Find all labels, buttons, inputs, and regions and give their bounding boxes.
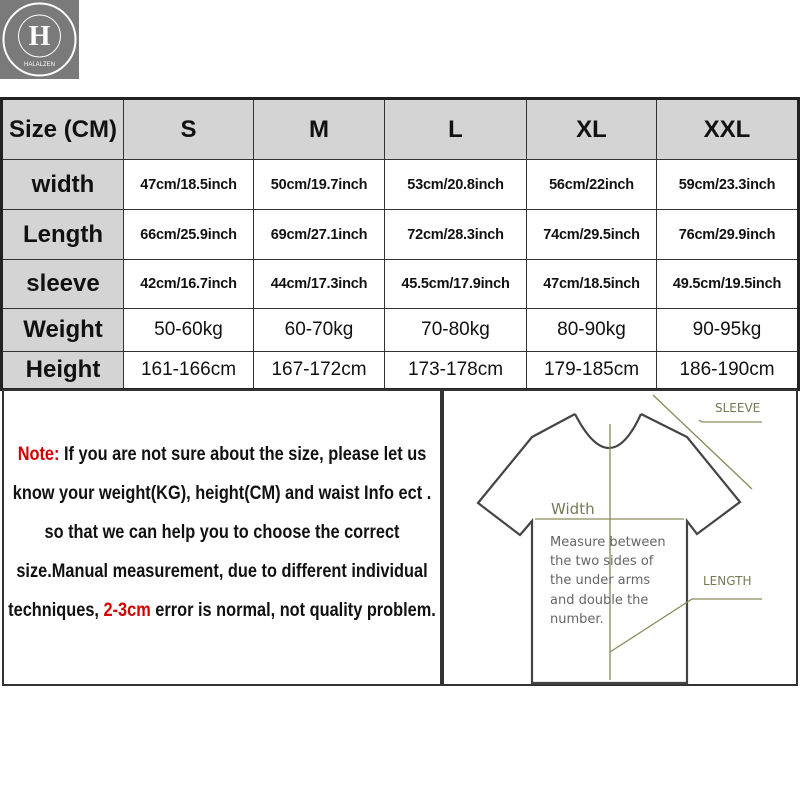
table-cell: 50-60kg	[124, 309, 254, 352]
table-cell: 167-172cm	[254, 352, 385, 390]
note-text: know your weight(KG), height(CM) and waist Info ect .	[12, 483, 432, 504]
row-label: width	[2, 160, 124, 210]
measurement-diagram	[442, 389, 798, 686]
table-cell: 59cm/23.3inch	[657, 160, 799, 210]
size-chart-table	[0, 97, 800, 391]
table-cell: 161-166cm	[124, 352, 254, 390]
table-cell: 66cm/25.9inch	[124, 210, 254, 260]
table-cell: 42cm/16.7inch	[124, 260, 254, 309]
table-cell: 70-80kg	[385, 309, 527, 352]
length-label: LENGTH	[703, 574, 752, 588]
measure-instructions	[550, 535, 666, 627]
table-cell: 44cm/17.3inch	[254, 260, 385, 309]
svg-text:HALALZEN: HALALZEN	[23, 62, 56, 68]
row-label: Weight	[2, 309, 124, 352]
table-cell: 49.5cm/19.5inch	[657, 260, 799, 309]
table-cell: 80-90kg	[527, 309, 657, 352]
svg-text:the two sides of: the two sides of	[550, 554, 654, 569]
table-cell: 74cm/29.5inch	[527, 210, 657, 260]
table-cell: 47cm/18.5inch	[124, 160, 254, 210]
note-text: techniques,	[8, 600, 104, 621]
table-cell: 90-95kg	[657, 309, 799, 352]
table-cell: 72cm/28.3inch	[385, 210, 527, 260]
table-cell: 173-178cm	[385, 352, 527, 390]
svg-text:H: H	[28, 21, 51, 52]
tshirt-diagram	[444, 391, 800, 688]
header-cell: XL	[527, 99, 657, 160]
table-cell: 186-190cm	[657, 352, 799, 390]
header-cell: Size (CM)	[2, 99, 124, 160]
table-cell: 56cm/22inch	[527, 160, 657, 210]
header-cell: M	[254, 99, 385, 160]
note-text: If you are not sure about the size, please let us	[59, 444, 427, 465]
table-cell: 50cm/19.7inch	[254, 160, 385, 210]
table-cell: 69cm/27.1inch	[254, 210, 385, 260]
table-row	[2, 210, 799, 260]
brand-logo	[0, 0, 79, 79]
table-row	[2, 160, 799, 210]
row-label: sleeve	[2, 260, 124, 309]
width-label: Width	[551, 500, 595, 518]
header-cell: S	[124, 99, 254, 160]
table-row	[2, 260, 799, 309]
table-header-row	[2, 99, 799, 160]
svg-text:and double the: and double the	[550, 593, 649, 608]
table-row	[2, 352, 799, 390]
table-cell: 179-185cm	[527, 352, 657, 390]
note-text: so that we can help you to choose the correct	[44, 522, 400, 543]
table-cell: 76cm/29.9inch	[657, 210, 799, 260]
svg-text:number.: number.	[550, 612, 604, 627]
row-label: Length	[2, 210, 124, 260]
table-row	[2, 309, 799, 352]
svg-text:Measure between: Measure between	[550, 535, 666, 550]
header-cell: XXL	[657, 99, 799, 160]
size-note	[2, 389, 442, 686]
row-label: Height	[2, 352, 124, 390]
sleeve-label: SLEEVE	[715, 401, 761, 415]
table-cell: 47cm/18.5inch	[527, 260, 657, 309]
table-cell: 53cm/20.8inch	[385, 160, 527, 210]
note-prefix: Note:	[17, 444, 60, 465]
error-range: 2-3cm	[103, 600, 151, 621]
table-cell: 45.5cm/17.9inch	[385, 260, 527, 309]
note-text: size.Manual measurement, due to different individual	[16, 561, 428, 582]
header-cell: L	[385, 99, 527, 160]
table-cell: 60-70kg	[254, 309, 385, 352]
note-text: error is normal, not quality problem.	[150, 600, 436, 621]
svg-text:the under arms: the under arms	[550, 573, 651, 588]
